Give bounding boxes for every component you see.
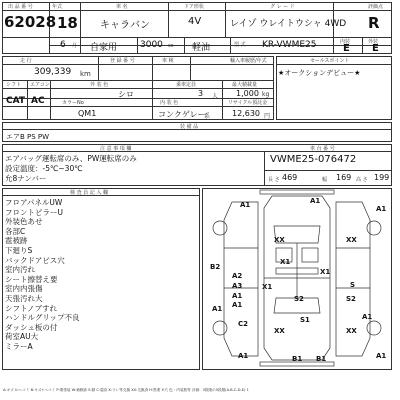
damage-mark: A1 — [212, 305, 223, 313]
recycle-fee: 12,630 — [232, 109, 260, 118]
door-type: 4V — [188, 16, 202, 27]
damage-mark: XX — [346, 327, 357, 335]
footer-legend: A:キズ U:へコミ B:キズ+ヘコミ P:要塗装 W:補修跡 S:錆 C:腐食 X:ワレ等交換 XX:交換済 H:黒要 Y:穴 色・内装数等 評価：3段階の5段階(A-B-C-D-E) 1 — [3, 388, 249, 392]
damage-mark: S1 — [300, 316, 310, 324]
inspection-item: 室内汚れ — [5, 265, 35, 275]
ac-type: AC — [31, 96, 45, 106]
body-color: シロ — [118, 90, 134, 99]
damage-mark: A1 — [310, 197, 321, 205]
damage-mark: XX — [274, 327, 285, 335]
damage-mark: A1 — [240, 201, 251, 209]
chassis-number: VWME25-076472 — [270, 154, 357, 165]
damage-mark: A3 — [232, 282, 243, 290]
damage-mark: B2 — [210, 263, 221, 271]
inspection-item: 室内内張傷 — [5, 284, 43, 294]
damage-mark: C2 — [238, 320, 249, 328]
damage-mark: A1 — [362, 313, 373, 321]
inspection-item: ハンドルグリップ不良 — [5, 313, 80, 323]
damage-mark: X1 — [262, 283, 273, 291]
seating-capacity: 3 — [198, 89, 204, 98]
inspection-item: フロアパネルUW — [5, 198, 63, 207]
doors-label: ドア形状 — [184, 4, 204, 10]
year-label: 年式 — [52, 4, 63, 10]
inspection-item: 天張汚れ大 — [5, 294, 43, 303]
notes-line-3: 允8ナンバー — [5, 174, 47, 183]
damage-mark: S — [350, 281, 356, 289]
notes-line-1: エアバッグ運転席のみ、PW運転席のみ — [5, 154, 137, 163]
inspection-item: シフトノブすれ — [5, 303, 58, 313]
exterior-score: E — [372, 43, 379, 54]
max-load: 1,000 — [236, 89, 259, 98]
displacement: 3000 — [140, 40, 163, 50]
reg-month: 6 — [60, 40, 66, 50]
auction-sheet: 出 品 番 号 年式 車 名 ドア形状 グ レ ー ド 評価点 62028 18 キャラバン 4V レイゾ ウレイトウシャ 4WD R 6 月 自家用 3000 cc 軽油 型 式 KR-VWME25 内装 外装 E E 走 行 登 録 番 号 車 検 輸入車履歴/年式 309,339 km シフト エアコン 外 装 色 乗車定員 最大積載量 シロ 3 人 1,000 kg CAT AC カラーNo 内 装 色 リサイクル預託金 QM1 コンクゲレー 系 12,630 円 セールスポイント ★オークションデビュー★ 装 備 品 エアB PS PW 注 意 事 項 欄 車 台 番 号 エアバッグ運転席のみ、PW運転席のみ 設定温度：-5℃~30℃ 允8ナンバー VWME25-076472 長 さ 469 幅 169 高 さ 199 検 査 員 記 入 欄 フロアパネルUW フロントピラーU 外装色あせ 各部C 雹被跡 下廻りS バックドアビス穴 室内汚れ シート擦替え要 室内内張傷 天張汚れ大 シフトノブすれ ハンドルグリップ不良 ダッシュ板の付 荷室AU大 ミラーA A1 A1 A1 XX XX X1 X1 B2 A2 A3 X1 S A1 S2 S2 A1 S1 A1 C2 XX XX A1 A1 B1 B1 A1 A:キズ U:へコミ B:キズ+ヘコミ P:要塗装 W:補修跡 S:錆 C:腐食 X:ワレ等交換 XX:交換済 H:黒要 Y:穴 色・内装数等 評価：3段階の5段階(A-B-C-D-E) 1 — [0, 0, 400, 400]
damage-mark: X1 — [280, 258, 291, 266]
model-year: 18 — [57, 14, 78, 32]
damage-mark: X1 — [320, 268, 331, 276]
inspection-item: 下廻りS — [5, 246, 33, 255]
damage-mark: A1 — [376, 352, 387, 360]
damage-mark: A1 — [232, 301, 243, 309]
interior-score: E — [343, 43, 350, 54]
vehicle-height: 199 — [374, 173, 390, 182]
fuel-type: 軽油 — [192, 43, 211, 53]
inspection-item: ダッシュ板の付 — [5, 322, 58, 332]
notes-line-2: 設定温度：-5℃~30℃ — [5, 164, 83, 173]
damage-mark: XX — [346, 236, 357, 244]
color-number: QM1 — [78, 109, 97, 118]
sales-point-frame — [276, 56, 392, 120]
inspection-item: ミラーA — [5, 342, 33, 351]
model-label: 車 名 — [116, 4, 128, 10]
shift-type: CAT — [6, 96, 26, 106]
damage-mark: B1 — [292, 355, 303, 363]
damage-mark: XX — [274, 236, 285, 244]
inspection-item: 各部C — [5, 226, 26, 236]
vehicle-width: 169 — [336, 173, 352, 182]
car-diagram — [202, 188, 392, 370]
damage-mark: S2 — [294, 295, 304, 303]
inspection-item: 雹被跡 — [5, 236, 28, 246]
damage-mark: S2 — [346, 295, 356, 303]
inspection-item: 外装色あせ — [5, 217, 43, 227]
damage-mark: A1 — [232, 292, 243, 300]
lot-label: 出 品 番 号 — [8, 4, 33, 10]
sales-point-text: ★オークションデビュー★ — [278, 69, 361, 77]
model-code: KR-VWME25 — [262, 40, 317, 50]
damage-mark: A1 — [238, 352, 249, 360]
interior-color: コンクゲレー — [158, 110, 206, 119]
score-label: 評価点 — [368, 4, 384, 10]
overall-score: R — [368, 14, 380, 32]
grade-name: レイゾ ウレイトウシャ 4WD — [230, 19, 347, 29]
inspection-item: フロントピラーU — [5, 207, 63, 217]
equipment-text: エアB PS PW — [6, 133, 50, 141]
inspection-item: バックドアビス穴 — [5, 255, 65, 265]
damage-mark: A1 — [376, 205, 387, 213]
vehicle-length: 469 — [282, 173, 298, 182]
car-name: キャラバン — [100, 20, 150, 31]
inspection-item: シート擦替え要 — [5, 274, 58, 284]
mileage-value: 309,339 — [34, 67, 72, 77]
usage-type: 自家用 — [90, 43, 118, 53]
inspection-item: 荷室AU大 — [5, 332, 39, 342]
lot-number: 62028 — [4, 13, 57, 31]
damage-mark: A2 — [232, 272, 243, 280]
damage-mark: B1 — [316, 355, 327, 363]
grade-label: グ レ ー ド — [270, 4, 295, 10]
